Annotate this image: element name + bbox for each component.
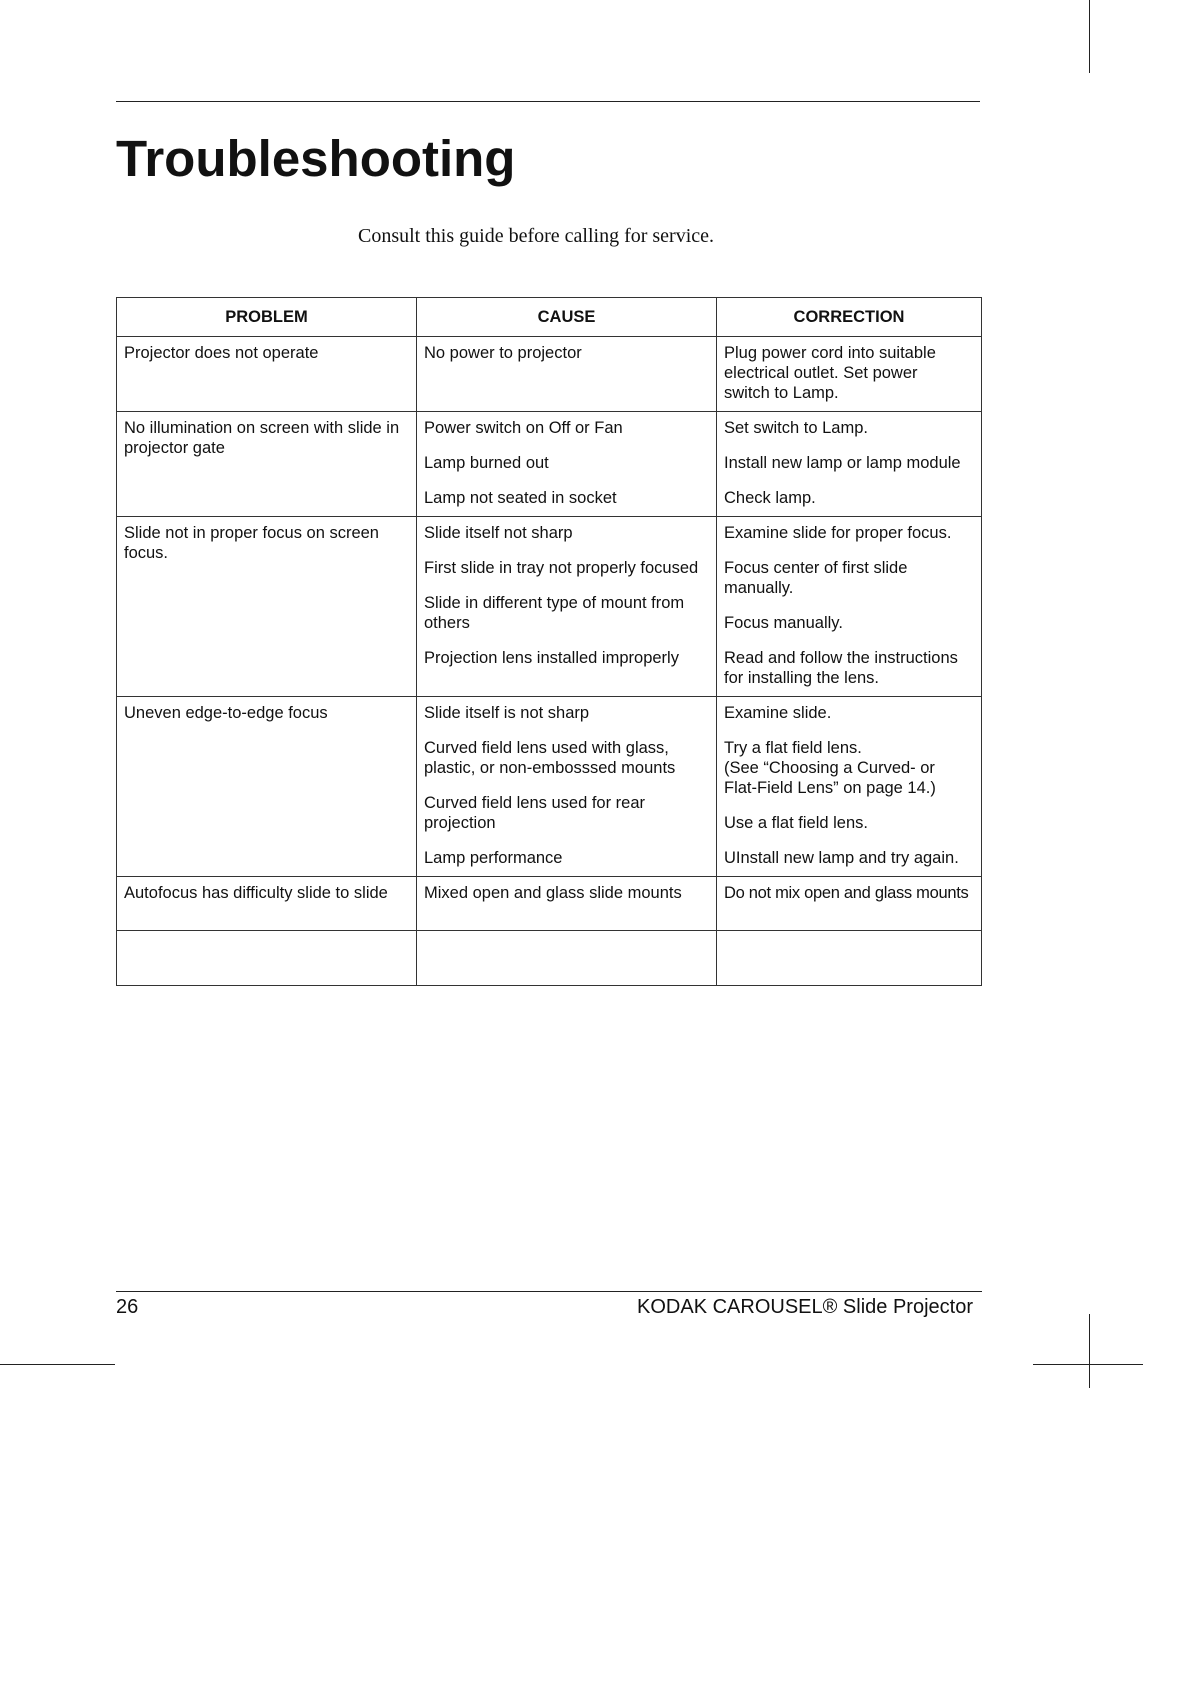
correction-item: Do not mix open and glass mounts (724, 884, 969, 902)
cause-item: Mixed open and glass slide mounts (424, 884, 682, 902)
cause-item: Projection lens installed improperly (424, 649, 679, 667)
top-rule (116, 101, 980, 102)
correction-item: Try a flat field lens. (See “Choosing a Curved- or Flat-Field Lens” on page 14.) (724, 739, 936, 797)
correction-cell (717, 412, 982, 517)
cause-cell (417, 517, 717, 697)
crop-mark-bottom-left (0, 1364, 115, 1365)
troubleshooting-table (116, 297, 982, 986)
crop-mark-bottom-right-horizontal (1033, 1364, 1143, 1365)
table-row (117, 517, 982, 697)
table-header-row (117, 298, 982, 337)
correction-item: Use a flat field lens. (724, 814, 868, 832)
cause-item: Slide itself not sharp (424, 524, 573, 542)
problem-text: Uneven edge-to-edge focus (124, 704, 328, 722)
cause-item: Lamp burned out (424, 454, 549, 472)
cause-cell (417, 412, 717, 517)
cause-item: Slide itself is not sharp (424, 704, 590, 722)
problem-text: Projector does not operate (124, 344, 319, 362)
page-title: Troubleshooting (116, 130, 516, 187)
problem-text: No illumination on screen with slide in projector gate (124, 419, 400, 457)
correction-item: Read and follow the instructions for installing the lens. (724, 649, 958, 687)
problem-cell (117, 337, 417, 412)
cause-item: No power to projector (424, 344, 582, 362)
table-row (117, 877, 982, 931)
page-number: 26 (116, 1296, 139, 1318)
empty-cell (717, 931, 982, 986)
intro-text: Consult this guide before calling for service. (358, 225, 715, 247)
correction-cell (717, 337, 982, 412)
cause-item: Slide in different type of mount from others (424, 594, 685, 632)
correction-cell (717, 697, 982, 877)
cause-cell (417, 337, 717, 412)
header-problem: PROBLEM (117, 298, 417, 337)
correction-item: Plug power cord into suitable electrical outlet. Set power switch to Lamp. (724, 344, 936, 402)
cause-item: Curved field lens used for rear projection (424, 794, 646, 832)
problem-text: Slide not in proper focus on screen focus. (124, 524, 379, 562)
correction-cell (717, 877, 982, 931)
problem-text: Autofocus has difficulty slide to slide (124, 884, 388, 902)
cause-item: Power switch on Off or Fan (424, 419, 623, 437)
problem-cell (117, 517, 417, 697)
header-cause: CAUSE (417, 298, 717, 337)
correction-item: Focus center of first slide manually. (724, 559, 908, 597)
empty-table-row (117, 931, 982, 986)
empty-cell (117, 931, 417, 986)
cause-cell (417, 877, 717, 931)
footer-rule (116, 1291, 982, 1292)
correction-item: Install new lamp or lamp module (724, 454, 961, 472)
problem-cell (117, 877, 417, 931)
table-row (117, 337, 982, 412)
cause-item: Curved field lens used with glass, plastic, or non-embosssed mounts (424, 739, 676, 777)
table-row (117, 412, 982, 517)
empty-cell (417, 931, 717, 986)
header-correction: CORRECTION (717, 298, 982, 337)
correction-item: Focus manually. (724, 614, 843, 632)
cause-item: Lamp not seated in socket (424, 489, 617, 507)
problem-cell (117, 412, 417, 517)
crop-mark-top (1089, 0, 1090, 73)
correction-item: Examine slide. (724, 704, 832, 722)
correction-cell (717, 517, 982, 697)
correction-item: UInstall new lamp and try again. (724, 849, 959, 867)
crop-mark-bottom-right-vertical (1089, 1314, 1090, 1388)
cause-item: First slide in tray not properly focused (424, 559, 699, 577)
cause-cell (417, 697, 717, 877)
problem-cell (117, 697, 417, 877)
correction-item: Examine slide for proper focus. (724, 524, 952, 542)
cause-item: Lamp performance (424, 849, 563, 867)
correction-item: Check lamp. (724, 489, 816, 507)
correction-item: Set switch to Lamp. (724, 419, 868, 437)
table-row (117, 697, 982, 877)
footer-title: KODAK CAROUSEL® Slide Projector (637, 1296, 973, 1318)
